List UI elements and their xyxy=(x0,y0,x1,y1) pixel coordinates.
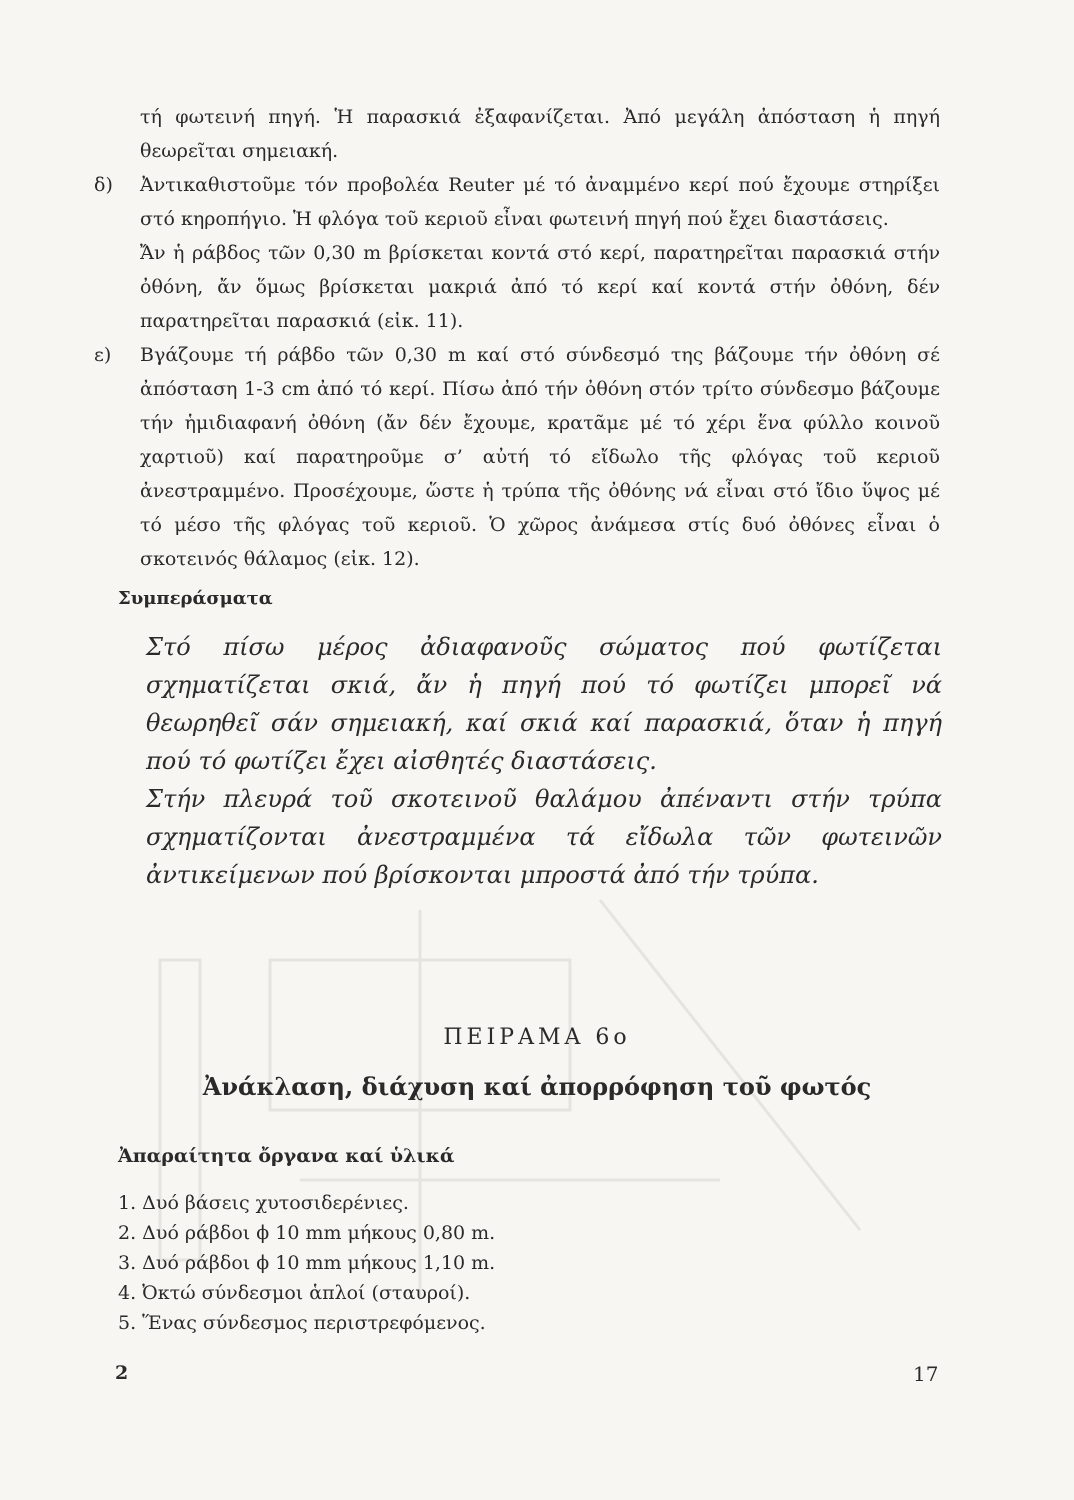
conclusions-heading: Συμπεράσματα xyxy=(118,588,273,609)
list-item: 1. Δυό βάσεις χυτοσιδερένιες. xyxy=(118,1192,409,1214)
page-number: 17 xyxy=(913,1362,939,1386)
list-item: 3. Δυό ράβδοι ϕ 10 mm μήκους 1,10 m. xyxy=(118,1252,496,1274)
conclusions-body xyxy=(146,628,942,894)
paragraph-text: Ἄν ἡ ράβδος τῶν 0,30 m βρίσκεται κοντά στό κερί, παρατηρεῖται παρασκιά στήν ὀθόνη, ἄν ὅμως βρίσκεται μακριά ἀπό τό κερί καί κοντά στήν ὀθόνη, δέν παρατηρεῖται παρασκιά (εἰκ. 11). xyxy=(140,242,940,332)
paragraph-text: Ἀντικαθιστοῦμε τόν προβολέα Reuter μέ τό ἀναμμένο κερί πού ἔχουμε στηρίξει στό κηροπήγιο. Ἡ φλόγα τοῦ κεριοῦ εἶναι φωτεινή πηγή πού ἔχει διαστάσεις. xyxy=(140,174,940,230)
list-item: 2. Δυό ράβδοι ϕ 10 mm μήκους 0,80 m. xyxy=(118,1222,496,1244)
paragraph-text: τή φωτεινή πηγή. Ἡ παρασκιά ἐξαφανίζεται. Ἀπό μεγάλη ἀπόσταση ἡ πηγή θεωρεῖται σημειακή. xyxy=(140,106,940,162)
paragraph-text: Βγάζουμε τή ράβδο τῶν 0,30 m καί στό σύνδεσμό της βάζουμε τήν ὀθόνη σέ ἀπόσταση 1-3 cm ἀπό τό κερί. Πίσω ἀπό τήν ὀθόνη στόν τρίτο σύνδεσμο βάζουμε τήν ἡμιδιαφανή ὀθόνη (ἄν δέν ἔχουμε, κρατᾶμε μέ τό χέρι ἕνα φύλλο κοινοῦ χαρτιοῦ) καί παρατηροῦμε σ’ αὐτή τό εἴδωλο τῆς φλόγας τοῦ κεριοῦ ἀνεστραμμένο. Προσέχουμε, ὥστε ἡ τρύπα τῆς ὀθόνης νά εἶναι στό ἴδιο ὕψος μέ τό μέσο τῆς φλόγας τοῦ κεριοῦ. Ὁ χῶρος ἀνάμεσα στίς δυό ὀθόνες εἶναι ὁ σκοτεινός θάλαμος (εἰκ. 12). xyxy=(140,344,940,570)
conclusion-paragraph: Στήν πλευρά τοῦ σκοτεινοῦ θαλάμου ἀπέναντι στήν τρύπα σχηματίζονται ἀνεστραμμένα τά εἴδωλα τῶν φωτεινῶν ἀντικείμενων πού βρίσκονται μπροστά ἀπό τήν τρύπα. xyxy=(146,785,942,889)
materials-heading: Ἀπαραίτητα ὄργανα καί ὑλικά xyxy=(118,1145,455,1167)
materials-list xyxy=(118,1188,495,1338)
conclusion-paragraph: Στό πίσω μέρος ἀδιαφανοῦς σώματος πού φωτίζεται σχηματίζεται σκιά, ἄν ἡ πηγή πού τό φωτίζει μπορεῖ νά θεωρηθεῖ σάν σημειακή, καί σκιά καί παρασκιά, ὅταν ἡ πηγή πού τό φωτίζει ἔχει αἰσθητές διαστάσεις. xyxy=(146,633,942,775)
main-text xyxy=(94,100,940,576)
experiment-title: Ἀνάκλαση, διάχυση καί ἀπορρόφηση τοῦ φωτός xyxy=(202,1072,872,1101)
item-marker: ε) xyxy=(94,344,112,366)
signature-mark: 2 xyxy=(115,1362,129,1384)
experiment-number: ΠΕΙΡΑΜΑ 6ο xyxy=(443,1025,631,1050)
list-item: 5. Ἕνας σύνδεσμος περιστρεφόμενος. xyxy=(118,1312,486,1334)
item-d xyxy=(94,168,940,236)
item-marker: δ) xyxy=(94,174,113,196)
list-item: 4. Ὀκτώ σύνδεσμοι ἁπλοί (σταυροί). xyxy=(118,1282,471,1304)
item-d-continued xyxy=(140,236,940,338)
paragraph-continuation xyxy=(140,100,940,168)
item-e xyxy=(94,338,940,576)
